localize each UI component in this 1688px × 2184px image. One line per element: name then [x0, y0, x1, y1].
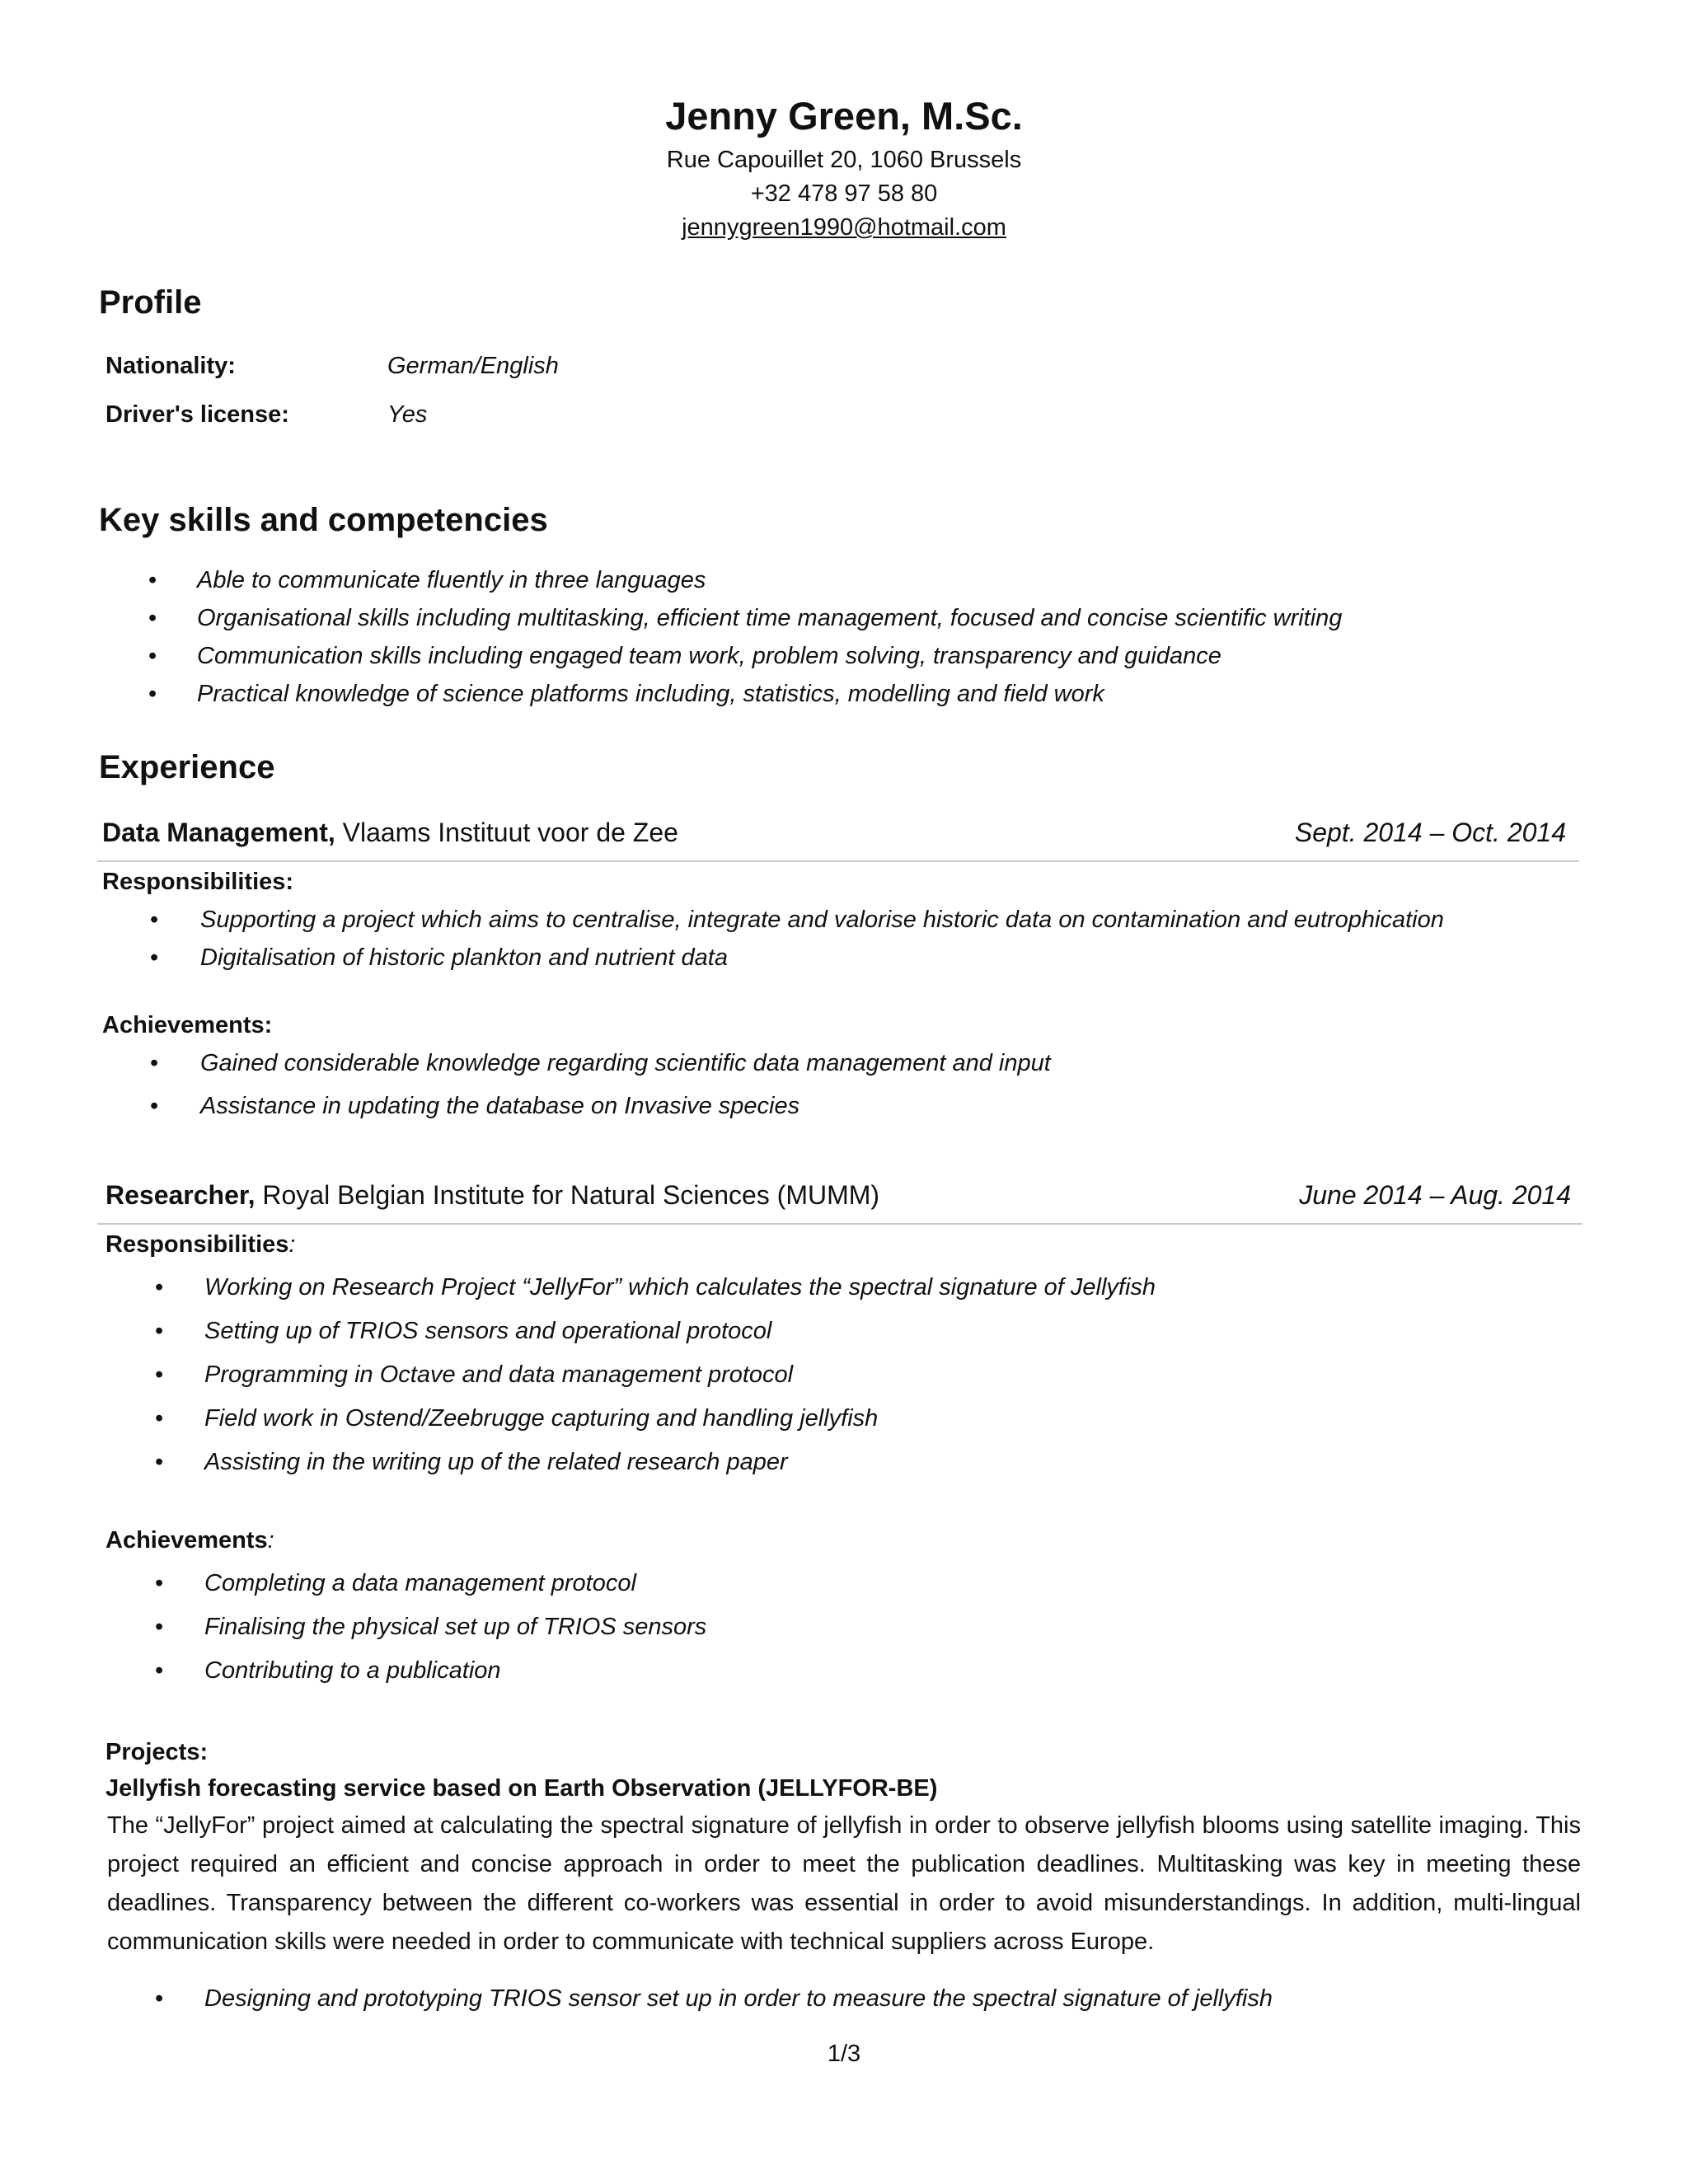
candidate-name: Jenny Green, M.Sc.: [665, 94, 1023, 138]
bullet-icon: •: [155, 1405, 164, 1432]
phone: +32 478 97 58 80: [750, 180, 938, 207]
bullet-icon: •: [150, 907, 159, 933]
responsibility-item: Field work in Ostend/Zeebrugge capturing and handling jellyfish: [204, 1405, 879, 1432]
nationality-label: Nationality:: [106, 353, 236, 379]
projects-label: Projects:: [106, 1739, 209, 1765]
job-organisation: Vlaams Instituut voor de Zee: [335, 818, 678, 847]
job-header: [106, 1177, 879, 1213]
experience-heading: Experience: [99, 749, 275, 785]
project-description: The “JellyFor” project aimed at calculating the spectral signature of jellyfish in order to observe jellyfish blooms using satellite imaging. This project required an efficient and concise approach in order to meet the publication deadlines. Multitasking was key in meeting these deadlines. Transparency between the different co-workers was essential in order to avoid misunderstandings. In addition, multi-lingual communication skills were needed in order to communicate with technical suppliers across Europe.: [107, 1812, 1581, 1955]
license-value: Yes: [387, 401, 428, 428]
bullet-icon: •: [148, 567, 157, 593]
skill-item: Communication skills including engaged team work, problem solving, transparency and guidance: [197, 643, 1221, 669]
responsibility-item: Programming in Octave and data management protocol: [204, 1361, 794, 1388]
responsibility-item: Supporting a project which aims to centralise, integrate and valorise historic data on contamination and eutrophication: [200, 907, 1444, 933]
responsibility-item: Digitalisation of historic plankton and nutrient data: [200, 944, 728, 971]
job-dates: Sept. 2014 – Oct. 2014: [1294, 818, 1566, 847]
bullet-icon: •: [150, 944, 159, 971]
skill-item: Organisational skills including multitasking, efficient time management, focused and concise scientific writing: [197, 605, 1343, 631]
achievements-label: Achievements:: [106, 1527, 274, 1554]
bullet-icon: •: [150, 1050, 159, 1076]
bullet-icon: •: [155, 1614, 164, 1640]
bullet-icon: •: [155, 1274, 164, 1301]
license-label: Driver's license:: [106, 401, 289, 428]
bullet-icon: •: [155, 1570, 164, 1596]
achievement-item: Assistance in updating the database on Invasive species: [200, 1093, 800, 1119]
job-divider: [97, 860, 1579, 862]
bullet-icon: •: [148, 605, 157, 631]
achievement-item: Completing a data management protocol: [204, 1570, 636, 1596]
responsibility-item: Assisting in the writing up of the related research paper: [204, 1449, 788, 1475]
bullet-icon: •: [148, 643, 157, 669]
page-number: 1/3: [827, 2041, 861, 2067]
project-title: Jellyfish forecasting service based on Earth Observation (JELLYFOR-BE): [106, 1775, 938, 1802]
job-dates: June 2014 – Aug. 2014: [1299, 1180, 1571, 1210]
bullet-icon: •: [155, 1449, 164, 1475]
address: Rue Capouillet 20, 1060 Brussels: [666, 147, 1022, 173]
bullet-icon: •: [155, 1361, 164, 1388]
responsibilities-label: Responsibilities:: [106, 1231, 296, 1258]
job-header: [102, 814, 678, 851]
bullet-icon: •: [148, 681, 157, 707]
job-title: Researcher,: [106, 1180, 256, 1210]
skill-item: Practical knowledge of science platforms including, statistics, modelling and field work: [197, 681, 1104, 707]
project-bullet: Designing and prototyping TRIOS sensor set up in order to measure the spectral signature of jellyfish: [204, 1985, 1273, 2012]
skills-heading: Key skills and competencies: [99, 502, 548, 538]
job-divider: [97, 1223, 1582, 1225]
bullet-icon: •: [150, 1093, 159, 1119]
nationality-value: German/English: [387, 353, 559, 379]
bullet-icon: •: [155, 1985, 164, 2012]
responsibility-item: Working on Research Project “JellyFor” which calculates the spectral signature of Jellyfish: [204, 1274, 1156, 1301]
bullet-icon: •: [155, 1657, 164, 1684]
job-title: Data Management,: [102, 818, 335, 847]
job-organisation: Royal Belgian Institute for Natural Sciences (MUMM): [255, 1180, 880, 1210]
responsibility-item: Setting up of TRIOS sensors and operational protocol: [204, 1318, 772, 1344]
achievement-item: Gained considerable knowledge regarding scientific data management and input: [200, 1050, 1051, 1076]
responsibilities-label: Responsibilities:: [102, 869, 294, 895]
bullet-icon: •: [155, 1318, 164, 1344]
achievements-label: Achievements:: [102, 1012, 273, 1038]
achievement-item: Finalising the physical set up of TRIOS sensors: [204, 1614, 707, 1640]
skill-item: Able to communicate fluently in three languages: [197, 567, 706, 593]
profile-heading: Profile: [99, 284, 202, 321]
achievement-item: Contributing to a publication: [204, 1657, 501, 1684]
resume-header: [0, 89, 1688, 245]
email-link[interactable]: jennygreen1990@hotmail.com: [682, 214, 1006, 241]
